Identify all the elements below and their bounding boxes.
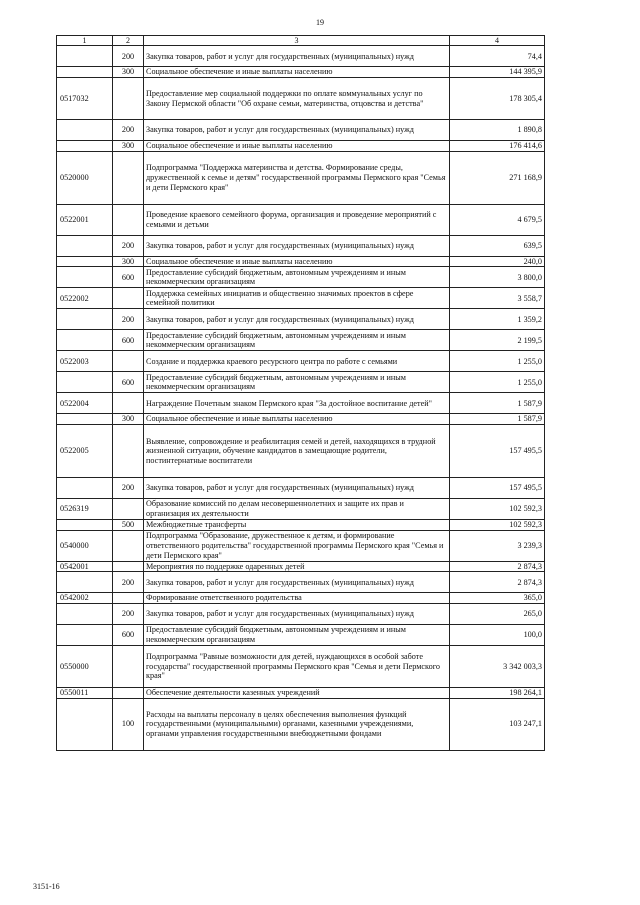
row-amount-cell: 1 587,9 [450, 393, 545, 414]
row-description-cell: Награждение Почетным знаком Пермского края "За достойное воспитание детей" [144, 393, 450, 414]
row-code-cell [57, 625, 113, 646]
row-description-cell: Закупка товаров, работ и услуг для государственных (муниципальных) нужд [144, 120, 450, 141]
table-row [57, 698, 545, 750]
budget-table [56, 35, 545, 751]
row-code-cell: 0522005 [57, 425, 113, 478]
row-code-cell [57, 414, 113, 425]
row-code-cell: 0522002 [57, 288, 113, 309]
table-row [57, 141, 545, 152]
row-description-cell: Предоставление субсидий бюджетным, автономным учреждениям и иным некоммерческим организациям [144, 372, 450, 393]
row-amount-cell: 265,0 [450, 604, 545, 625]
row-code-cell: 0526319 [57, 499, 113, 520]
row-expense-type-cell [113, 593, 144, 604]
row-expense-type-cell: 600 [113, 625, 144, 646]
row-description-cell: Формирование ответственного родительства [144, 593, 450, 604]
row-code-cell [57, 330, 113, 351]
page-number: 19 [316, 18, 324, 27]
row-description-cell: Предоставление субсидий бюджетным, автономным учреждениям и иным некоммерческим организациям [144, 330, 450, 351]
row-code-cell: 0542001 [57, 561, 113, 572]
table-row [57, 572, 545, 593]
row-expense-type-cell: 200 [113, 235, 144, 256]
row-amount-cell: 198 264,1 [450, 688, 545, 699]
footer-document-code: 3151-16 [33, 882, 60, 891]
row-amount-cell: 157 495,5 [450, 478, 545, 499]
table-row [57, 604, 545, 625]
table-row [57, 120, 545, 141]
row-description-cell: Проведение краевого семейного форума, организация и проведение мероприятий с семьями и детьми [144, 204, 450, 235]
row-expense-type-cell [113, 425, 144, 478]
row-amount-cell: 3 239,3 [450, 530, 545, 561]
row-expense-type-cell: 200 [113, 604, 144, 625]
row-expense-type-cell [113, 351, 144, 372]
row-amount-cell: 102 592,3 [450, 520, 545, 531]
row-description-cell: Социальное обеспечение и иные выплаты населению [144, 256, 450, 267]
row-expense-type-cell [113, 499, 144, 520]
row-expense-type-cell [113, 646, 144, 688]
row-code-cell [57, 267, 113, 288]
row-amount-cell: 3 342 003,3 [450, 646, 545, 688]
table-row [57, 561, 545, 572]
row-description-cell: Предоставление субсидий бюджетным, автономным учреждениям и иным некоммерческим организациям [144, 625, 450, 646]
table-row [57, 688, 545, 699]
row-expense-type-cell: 200 [113, 478, 144, 499]
row-expense-type-cell [113, 561, 144, 572]
table-row [57, 593, 545, 604]
row-code-cell [57, 520, 113, 531]
row-amount-cell: 271 168,9 [450, 151, 545, 204]
row-description-cell: Социальное обеспечение и иные выплаты населению [144, 141, 450, 152]
row-code-cell: 0550000 [57, 646, 113, 688]
row-amount-cell: 2 199,5 [450, 330, 545, 351]
row-expense-type-cell [113, 393, 144, 414]
table-row [57, 67, 545, 78]
row-expense-type-cell: 200 [113, 120, 144, 141]
row-code-cell: 0540000 [57, 530, 113, 561]
table-row [57, 78, 545, 120]
row-code-cell [57, 572, 113, 593]
row-code-cell [57, 604, 113, 625]
header-col-1: 1 [57, 36, 113, 46]
row-description-cell: Социальное обеспечение и иные выплаты населению [144, 414, 450, 425]
header-col-3: 3 [144, 36, 450, 46]
row-amount-cell: 1 255,0 [450, 372, 545, 393]
table-row [57, 330, 545, 351]
row-description-cell: Закупка товаров, работ и услуг для государственных (муниципальных) нужд [144, 478, 450, 499]
row-amount-cell: 74,4 [450, 46, 545, 67]
row-code-cell: 0550011 [57, 688, 113, 699]
table-row [57, 256, 545, 267]
row-description-cell: Предоставление мер социальной поддержки по оплате коммунальных услуг по Закону Пермской области "Об охране семьи, материнства, отцовства и детства" [144, 78, 450, 120]
row-code-cell: 0517032 [57, 78, 113, 120]
row-expense-type-cell: 200 [113, 46, 144, 67]
row-expense-type-cell [113, 204, 144, 235]
row-code-cell: 0522004 [57, 393, 113, 414]
table-header-row [57, 36, 545, 46]
row-amount-cell: 1 359,2 [450, 309, 545, 330]
row-description-cell: Выявление, сопровождение и реабилитация семей и детей, находящихся в трудной жизненной ситуации, обучение кандидатов в замещающие родители, постинтернатные воспитатели [144, 425, 450, 478]
table-row [57, 351, 545, 372]
row-description-cell: Поддержка семейных инициатив и общественно значимых проектов в сфере семейной политики [144, 288, 450, 309]
row-amount-cell: 103 247,1 [450, 698, 545, 750]
row-amount-cell: 4 679,5 [450, 204, 545, 235]
row-expense-type-cell: 200 [113, 572, 144, 593]
row-code-cell [57, 235, 113, 256]
row-description-cell: Социальное обеспечение и иные выплаты населению [144, 67, 450, 78]
row-description-cell: Образование комиссий по делам несовершеннолетних и защите их прав и организация их деятельности [144, 499, 450, 520]
row-amount-cell: 3 800,0 [450, 267, 545, 288]
row-amount-cell: 2 874,3 [450, 561, 545, 572]
row-description-cell: Закупка товаров, работ и услуг для государственных (муниципальных) нужд [144, 309, 450, 330]
row-code-cell [57, 478, 113, 499]
row-expense-type-cell [113, 688, 144, 699]
row-expense-type-cell: 100 [113, 698, 144, 750]
row-description-cell: Подпрограмма "Равные возможности для детей, нуждающихся в особой заботе государства" государственной программы Пермского края "Семья и дети Пермского края" [144, 646, 450, 688]
row-description-cell: Межбюджетные трансферты [144, 520, 450, 531]
row-code-cell: 0522001 [57, 204, 113, 235]
row-code-cell: 0542002 [57, 593, 113, 604]
table-row [57, 646, 545, 688]
row-code-cell [57, 141, 113, 152]
header-col-2: 2 [113, 36, 144, 46]
row-code-cell [57, 372, 113, 393]
row-code-cell: 0522003 [57, 351, 113, 372]
table-row [57, 425, 545, 478]
table-row [57, 288, 545, 309]
row-description-cell: Закупка товаров, работ и услуг для государственных (муниципальных) нужд [144, 604, 450, 625]
row-amount-cell: 3 558,7 [450, 288, 545, 309]
row-description-cell: Закупка товаров, работ и услуг для государственных (муниципальных) нужд [144, 572, 450, 593]
row-code-cell: 0520000 [57, 151, 113, 204]
row-expense-type-cell [113, 151, 144, 204]
row-description-cell: Закупка товаров, работ и услуг для государственных (муниципальных) нужд [144, 46, 450, 67]
table-row [57, 414, 545, 425]
table-row [57, 530, 545, 561]
row-description-cell: Расходы на выплаты персоналу в целях обеспечения выполнения функций государственными (муниципальными) органами, казенными учреждениями, органами управления государственными внебюджетными фондами [144, 698, 450, 750]
table-row [57, 625, 545, 646]
row-expense-type-cell: 300 [113, 414, 144, 425]
row-expense-type-cell [113, 530, 144, 561]
row-expense-type-cell: 600 [113, 267, 144, 288]
row-amount-cell: 240,0 [450, 256, 545, 267]
row-description-cell: Подпрограмма "Образование, дружественное к детям, и формирование ответственного родительства" государственной программы Пермского края "Семья и дети Пермского края" [144, 530, 450, 561]
row-amount-cell: 365,0 [450, 593, 545, 604]
row-amount-cell: 176 414,6 [450, 141, 545, 152]
table-row [57, 478, 545, 499]
row-description-cell: Обеспечение деятельности казенных учреждений [144, 688, 450, 699]
row-expense-type-cell: 300 [113, 67, 144, 78]
row-expense-type-cell: 300 [113, 141, 144, 152]
row-description-cell: Мероприятия по поддержке одаренных детей [144, 561, 450, 572]
header-col-4: 4 [450, 36, 545, 46]
table-body [57, 46, 545, 750]
row-description-cell: Создание и поддержка краевого ресурсного центра по работе с семьями [144, 351, 450, 372]
row-amount-cell: 1 890,8 [450, 120, 545, 141]
table-row [57, 393, 545, 414]
row-code-cell [57, 309, 113, 330]
row-description-cell: Предоставление субсидий бюджетным, автономным учреждениям и иным некоммерческим организациям [144, 267, 450, 288]
row-expense-type-cell: 500 [113, 520, 144, 531]
row-amount-cell: 1 587,9 [450, 414, 545, 425]
row-amount-cell: 178 305,4 [450, 78, 545, 120]
table-row [57, 46, 545, 67]
table-row [57, 204, 545, 235]
row-code-cell [57, 256, 113, 267]
row-description-cell: Закупка товаров, работ и услуг для государственных (муниципальных) нужд [144, 235, 450, 256]
row-expense-type-cell: 300 [113, 256, 144, 267]
row-amount-cell: 1 255,0 [450, 351, 545, 372]
row-expense-type-cell: 200 [113, 309, 144, 330]
row-expense-type-cell: 600 [113, 330, 144, 351]
table-row [57, 151, 545, 204]
table-row [57, 499, 545, 520]
row-description-cell: Подпрограмма "Поддержка материнства и детства. Формирование среды, дружественной к семье и детям" государственной программы Пермского края "Семья и дети Пермского края" [144, 151, 450, 204]
row-expense-type-cell [113, 78, 144, 120]
table-row [57, 372, 545, 393]
row-expense-type-cell: 600 [113, 372, 144, 393]
table-row [57, 309, 545, 330]
row-code-cell [57, 46, 113, 67]
row-amount-cell: 144 395,9 [450, 67, 545, 78]
row-code-cell [57, 67, 113, 78]
table-row [57, 520, 545, 531]
table-row [57, 267, 545, 288]
row-amount-cell: 100,0 [450, 625, 545, 646]
row-amount-cell: 102 592,3 [450, 499, 545, 520]
row-code-cell [57, 120, 113, 141]
row-amount-cell: 2 874,3 [450, 572, 545, 593]
row-amount-cell: 639,5 [450, 235, 545, 256]
table-row [57, 235, 545, 256]
row-amount-cell: 157 495,5 [450, 425, 545, 478]
row-code-cell [57, 698, 113, 750]
row-expense-type-cell [113, 288, 144, 309]
